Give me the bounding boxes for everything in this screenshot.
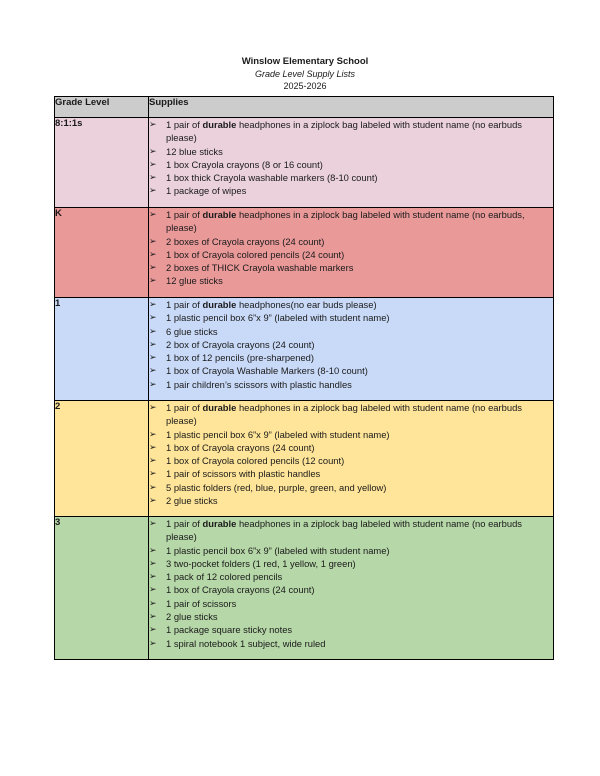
- arrow-bullet-icon: ➢: [149, 428, 157, 439]
- item-text: 1 box Crayola crayons (8 or 16 count): [166, 158, 323, 170]
- item-text: 1 pair of: [166, 119, 203, 130]
- arrow-bullet-icon: ➢: [149, 624, 157, 635]
- supply-list: [149, 118, 553, 198]
- table-row: [55, 401, 554, 517]
- supply-table: [54, 96, 554, 660]
- list-item: [149, 401, 553, 428]
- arrow-bullet-icon: ➢: [149, 481, 157, 492]
- grade-level-cell: 3: [55, 517, 149, 660]
- item-emphasis: durable: [202, 209, 237, 220]
- list-item: [149, 570, 553, 583]
- list-item: [149, 623, 553, 636]
- list-item: [149, 557, 553, 570]
- item-text: 1 package square sticky notes: [166, 624, 293, 636]
- list-item: [149, 261, 553, 274]
- item-text: headphones(no ear buds please): [236, 299, 377, 310]
- item-text: 1 pair of: [166, 402, 203, 413]
- list-item: [149, 597, 553, 610]
- arrow-bullet-icon: ➢: [149, 571, 157, 582]
- table-header-row: [55, 97, 554, 118]
- list-item: [149, 184, 553, 197]
- list-item: [149, 441, 553, 454]
- table-row: [55, 517, 554, 660]
- supply-list: [149, 401, 553, 507]
- grade-level-cell: K: [55, 208, 149, 298]
- item-text: 6 glue sticks: [166, 325, 218, 337]
- item-text: 1 box of Crayola crayons (24 count): [166, 441, 315, 453]
- supply-list: [149, 517, 553, 650]
- list-item: [149, 248, 553, 261]
- list-item: [149, 637, 553, 650]
- list-item: [149, 351, 553, 364]
- item-text: 2 glue sticks: [166, 611, 218, 623]
- arrow-bullet-icon: ➢: [149, 611, 157, 622]
- arrow-bullet-icon: ➢: [149, 637, 157, 648]
- list-item: [149, 364, 553, 377]
- item-text: headphones in a ziplock bag labeled with student name (no earbuds please): [166, 402, 522, 427]
- supplies-cell: [149, 298, 554, 401]
- item-text: 12 blue sticks: [166, 145, 223, 157]
- arrow-bullet-icon: ➢: [149, 584, 157, 595]
- column-header-grade: Grade Level: [55, 97, 149, 118]
- list-item: [149, 494, 553, 507]
- arrow-bullet-icon: ➢: [149, 262, 157, 273]
- item-text: headphones in a ziplock bag labeled with student name (no earbuds please): [166, 119, 522, 144]
- arrow-bullet-icon: ➢: [149, 275, 157, 286]
- grade-level-cell: 8:1:1s: [55, 118, 149, 208]
- table-row: [55, 208, 554, 298]
- school-year: 2025-2026: [283, 81, 327, 91]
- arrow-bullet-icon: ➢: [149, 209, 157, 219]
- item-text: 3 two-pocket folders (1 red, 1 yellow, 1 green): [166, 557, 356, 569]
- item-text: 1 pair children’s scissors with plastic handles: [166, 378, 352, 390]
- table-row: [55, 118, 554, 208]
- list-item: [149, 118, 553, 145]
- arrow-bullet-icon: ➢: [149, 235, 157, 246]
- list-item: [149, 311, 553, 324]
- table-row: [55, 298, 554, 401]
- list-item: [149, 235, 553, 248]
- item-text: 1 box thick Crayola washable markers (8-10 count): [166, 172, 378, 184]
- item-text: 1 plastic pencil box 6”x 9” (labeled with student name): [166, 428, 390, 440]
- item-text: 1 pair of scissors with plastic handles: [166, 468, 321, 480]
- item-text: 2 glue sticks: [166, 495, 218, 507]
- item-text: 2 box of Crayola crayons (24 count): [166, 338, 315, 350]
- item-emphasis: durable: [202, 119, 237, 130]
- list-item: [149, 454, 553, 467]
- arrow-bullet-icon: ➢: [149, 352, 157, 363]
- arrow-bullet-icon: ➢: [149, 468, 157, 479]
- arrow-bullet-icon: ➢: [149, 119, 157, 129]
- arrow-bullet-icon: ➢: [149, 597, 157, 608]
- item-emphasis: durable: [202, 299, 237, 310]
- list-item: [149, 517, 553, 544]
- supplies-cell: [149, 401, 554, 517]
- item-text: 1 package of wipes: [166, 185, 247, 197]
- list-item: [149, 208, 553, 235]
- item-text: 2 boxes of THICK Crayola washable markers: [166, 262, 354, 274]
- item-text: 1 box of Crayola Washable Markers (8-10 count): [166, 365, 368, 377]
- item-text: 5 plastic folders (red, blue, purple, green, and yellow): [166, 481, 387, 493]
- list-item: [149, 378, 553, 391]
- arrow-bullet-icon: ➢: [149, 299, 157, 309]
- list-item: [149, 544, 553, 557]
- arrow-bullet-icon: ➢: [149, 557, 157, 568]
- grade-level-cell: 1: [55, 298, 149, 401]
- supplies-cell: [149, 208, 554, 298]
- item-text: 12 glue sticks: [166, 275, 223, 287]
- item-text: 2 boxes of Crayola crayons (24 count): [166, 235, 325, 247]
- arrow-bullet-icon: ➢: [149, 544, 157, 555]
- item-text: headphones in a ziplock bag labeled with student name (no earbuds, please): [166, 209, 525, 234]
- item-text: 1 pair of scissors: [166, 597, 237, 609]
- arrow-bullet-icon: ➢: [149, 441, 157, 452]
- supply-list: [149, 208, 553, 288]
- list-item: [149, 274, 553, 287]
- list-item: [149, 158, 553, 171]
- item-text: 1 pack of 12 colored pencils: [166, 571, 283, 583]
- arrow-bullet-icon: ➢: [149, 402, 157, 412]
- arrow-bullet-icon: ➢: [149, 145, 157, 156]
- arrow-bullet-icon: ➢: [149, 325, 157, 336]
- supplies-cell: [149, 118, 554, 208]
- item-text: 1 pair of: [166, 518, 203, 529]
- item-text: 1 plastic pencil box 6”x 9” (labeled with student name): [166, 312, 390, 324]
- item-text: 1 spiral notebook 1 subject, wide ruled: [166, 637, 326, 649]
- grade-level-cell: 2: [55, 401, 149, 517]
- item-text: 1 plastic pencil box 6”x 9” (labeled with student name): [166, 544, 390, 556]
- item-text: 1 box of Crayola colored pencils (12 count): [166, 455, 345, 467]
- list-item: [149, 325, 553, 338]
- item-text: 1 box of 12 pencils (pre-sharpened): [166, 352, 315, 364]
- arrow-bullet-icon: ➢: [149, 185, 157, 196]
- arrow-bullet-icon: ➢: [149, 312, 157, 323]
- item-text: 1 box of Crayola colored pencils (24 count): [166, 248, 345, 260]
- item-text: headphones in a ziplock bag labeled with student name (no earbuds please): [166, 518, 522, 543]
- arrow-bullet-icon: ➢: [149, 158, 157, 169]
- arrow-bullet-icon: ➢: [149, 378, 157, 389]
- arrow-bullet-icon: ➢: [149, 455, 157, 466]
- item-text: 1 pair of: [166, 209, 203, 220]
- list-item: [149, 298, 553, 311]
- arrow-bullet-icon: ➢: [149, 172, 157, 183]
- list-item: [149, 428, 553, 441]
- list-item: [149, 467, 553, 480]
- list-item: [149, 145, 553, 158]
- arrow-bullet-icon: ➢: [149, 248, 157, 259]
- school-name: Winslow Elementary School: [241, 56, 369, 67]
- column-header-supplies: Supplies: [149, 97, 554, 118]
- list-item: [149, 338, 553, 351]
- document-subtitle: Grade Level Supply Lists: [254, 69, 356, 79]
- arrow-bullet-icon: ➢: [149, 338, 157, 349]
- list-item: [149, 583, 553, 596]
- item-text: 1 pair of: [166, 299, 203, 310]
- arrow-bullet-icon: ➢: [149, 518, 157, 528]
- arrow-bullet-icon: ➢: [149, 365, 157, 376]
- supplies-cell: [149, 517, 554, 660]
- item-emphasis: durable: [202, 402, 237, 413]
- list-item: [149, 481, 553, 494]
- list-item: [149, 171, 553, 184]
- supply-list: [149, 298, 553, 391]
- list-item: [149, 610, 553, 623]
- document-header: [0, 55, 600, 92]
- item-text: 1 box of Crayola crayons (24 count): [166, 584, 315, 596]
- item-emphasis: durable: [202, 518, 237, 529]
- arrow-bullet-icon: ➢: [149, 495, 157, 506]
